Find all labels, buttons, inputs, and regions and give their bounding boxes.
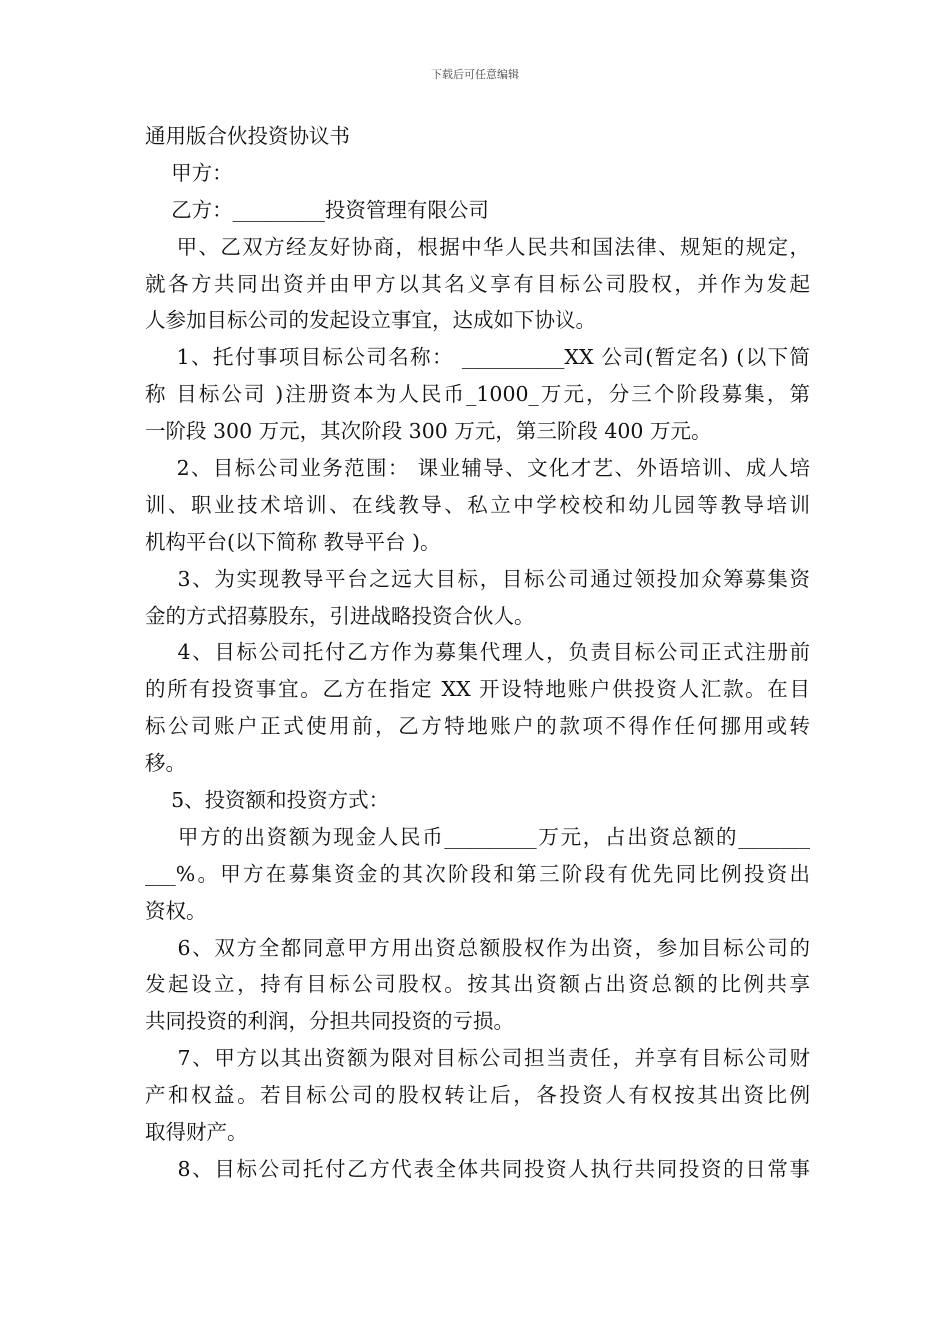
text-line: 甲、乙双方经友好协商，根据中华人民共和国法律、规矩的规定， (145, 234, 810, 259)
clause-5-line: ___%。甲方在募集资金的其次阶段和第三阶段有优先同比例投资出 (145, 861, 810, 886)
clause-6-line: 6、双方全都同意甲方用出资总额股权作为出资，参加目标公司的 (145, 935, 810, 960)
document-title: 通用版合伙投资协议书 (145, 124, 350, 148)
clause-4-line: 4、目标公司托付乙方作为募集代理人，负责目标公司正式注册前 (145, 640, 810, 665)
clause-2-line: 训、职业技术培训、在线教导、私立中学校校和幼儿园等教导培训 (145, 492, 810, 517)
clause-5-line: 甲方的出资额为现金人民币_________万元，占出资总额的_______ (145, 824, 810, 849)
text-line: 人参加目标公司的发起设立事宜，达成如下协议。 (145, 308, 596, 333)
clause-7-line: 取得财产。 (145, 1120, 248, 1145)
clause-1-line: 称 目标公司 )注册资本为人民币_1000_万元，分三个阶段募集，第 (145, 382, 810, 407)
party-b-line: 乙方：_________投资管理有限公司 (145, 197, 489, 222)
clause-3-line: 3、为实现教导平台之远大目标，目标公司通过领投加众筹募集资 (145, 566, 810, 591)
page-header-note: 下载后可任意编辑 (431, 68, 519, 81)
clause-3-line: 金的方式招募股东，引进战略投资合伙人。 (145, 603, 535, 628)
clause-1-line: 一阶段 300 万元，其次阶段 300 万元，第三阶段 400 万元。 (145, 419, 712, 444)
clause-5-line: 资权。 (145, 898, 207, 923)
clause-8-line: 8、目标公司托付乙方代表全体共同投资人执行共同投资的日常事 (145, 1156, 810, 1181)
agreement-body (145, 118, 810, 1188)
clause-2-line: 2、目标公司业务范围： 课业辅导、文化才艺、外语培训、成人培 (145, 456, 810, 481)
party-a-line: 甲方： (145, 160, 233, 185)
clause-7-line: 产和权益。若目标公司的股权转让后，各投资人有权按其出资比例 (145, 1083, 810, 1108)
clause-1-line: 1、托付事项目标公司名称： __________XX 公司(暂定名) (以下简 (145, 345, 810, 370)
clause-4-line: 标公司账户正式使用前，乙方特地账户的款项不得作任何挪用或转 (145, 714, 810, 739)
clause-5-line: 5、投资额和投资方式： (145, 788, 390, 813)
text-line: 就各方共同出资并由甲方以其名义享有目标公司股权，并作为发起 (145, 271, 810, 296)
clause-2-line: 机构平台(以下简称 教导平台 )。 (145, 529, 441, 554)
clause-4-line: 移。 (145, 751, 186, 776)
clause-7-line: 7、甲方以其出资额为限对目标公司担当责任，并享有目标公司财 (145, 1046, 810, 1071)
clause-6-line: 共同投资的利润，分担共同投资的亏损。 (145, 1009, 514, 1034)
clause-6-line: 发起设立，持有目标公司股权。按其出资额占出资总额的比例共享 (145, 972, 810, 997)
clause-4-line: 的所有投资事宜。乙方在指定 XX 开设特地账户供投资人汇款。在目 (145, 677, 810, 702)
